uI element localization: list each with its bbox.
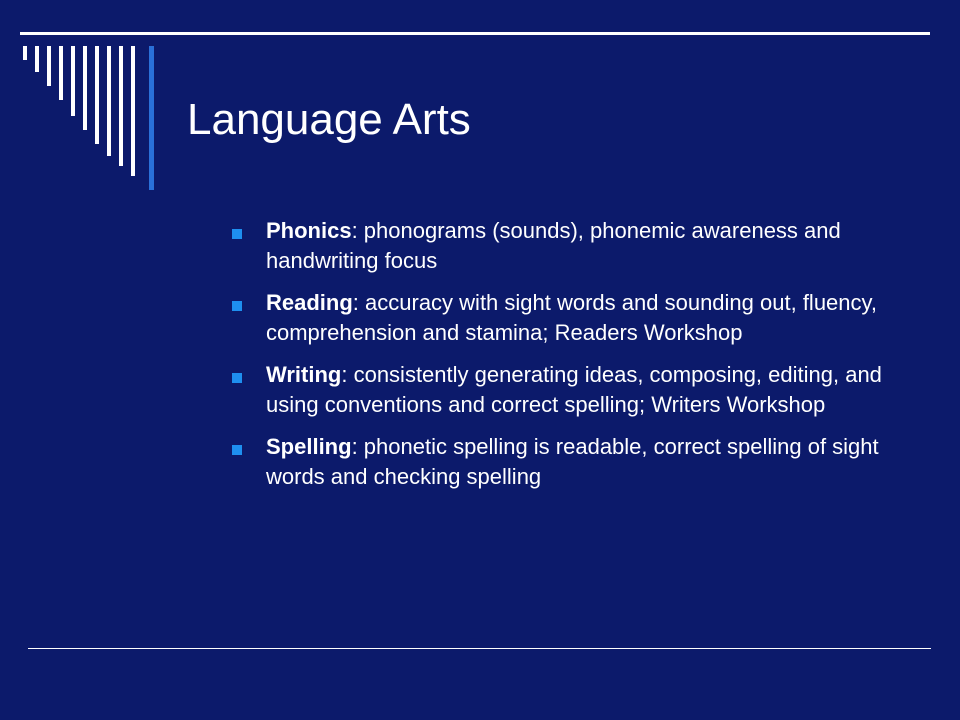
bullet-item-spelling <box>232 432 902 492</box>
bullet-text: : phonograms (sounds), phonemic awareness and handwriting focus <box>266 218 841 273</box>
bullet-item-writing <box>232 360 902 420</box>
bullet-item-reading <box>232 288 902 348</box>
stripe-2 <box>35 46 39 72</box>
square-bullet-icon <box>232 229 242 239</box>
stripe-4 <box>59 46 63 100</box>
bullet-term: Writing <box>266 362 342 387</box>
square-bullet-icon <box>232 301 242 311</box>
bullet-term: Reading <box>266 290 353 315</box>
bullet-text: : phonetic spelling is readable, correct spelling of sight words and checking spelling <box>266 434 879 489</box>
bullet-term: Phonics <box>266 218 352 243</box>
bullet-term: Spelling <box>266 434 352 459</box>
bullet-text: : consistently generating ideas, composing, editing, and using conventions and correct spelling; Writers Workshop <box>266 362 882 417</box>
stripe-11 <box>149 46 154 190</box>
bullet-text: : accuracy with sight words and sounding out, fluency, comprehension and stamina; Readers Workshop <box>266 290 878 345</box>
top-rule <box>20 32 930 35</box>
stripe-3 <box>47 46 51 86</box>
stripe-5 <box>71 46 75 116</box>
stripe-9 <box>119 46 123 166</box>
square-bullet-icon <box>232 373 242 383</box>
decorative-stripes <box>0 0 170 200</box>
stripe-10 <box>131 46 135 176</box>
bullet-item-phonics <box>232 216 902 276</box>
stripe-7 <box>95 46 99 144</box>
stripe-6 <box>83 46 87 130</box>
bottom-rule <box>28 648 931 649</box>
stripe-1 <box>23 46 27 60</box>
square-bullet-icon <box>232 445 242 455</box>
bullet-list <box>232 216 902 504</box>
slide-title: Language Arts <box>187 95 471 144</box>
stripe-8 <box>107 46 111 156</box>
